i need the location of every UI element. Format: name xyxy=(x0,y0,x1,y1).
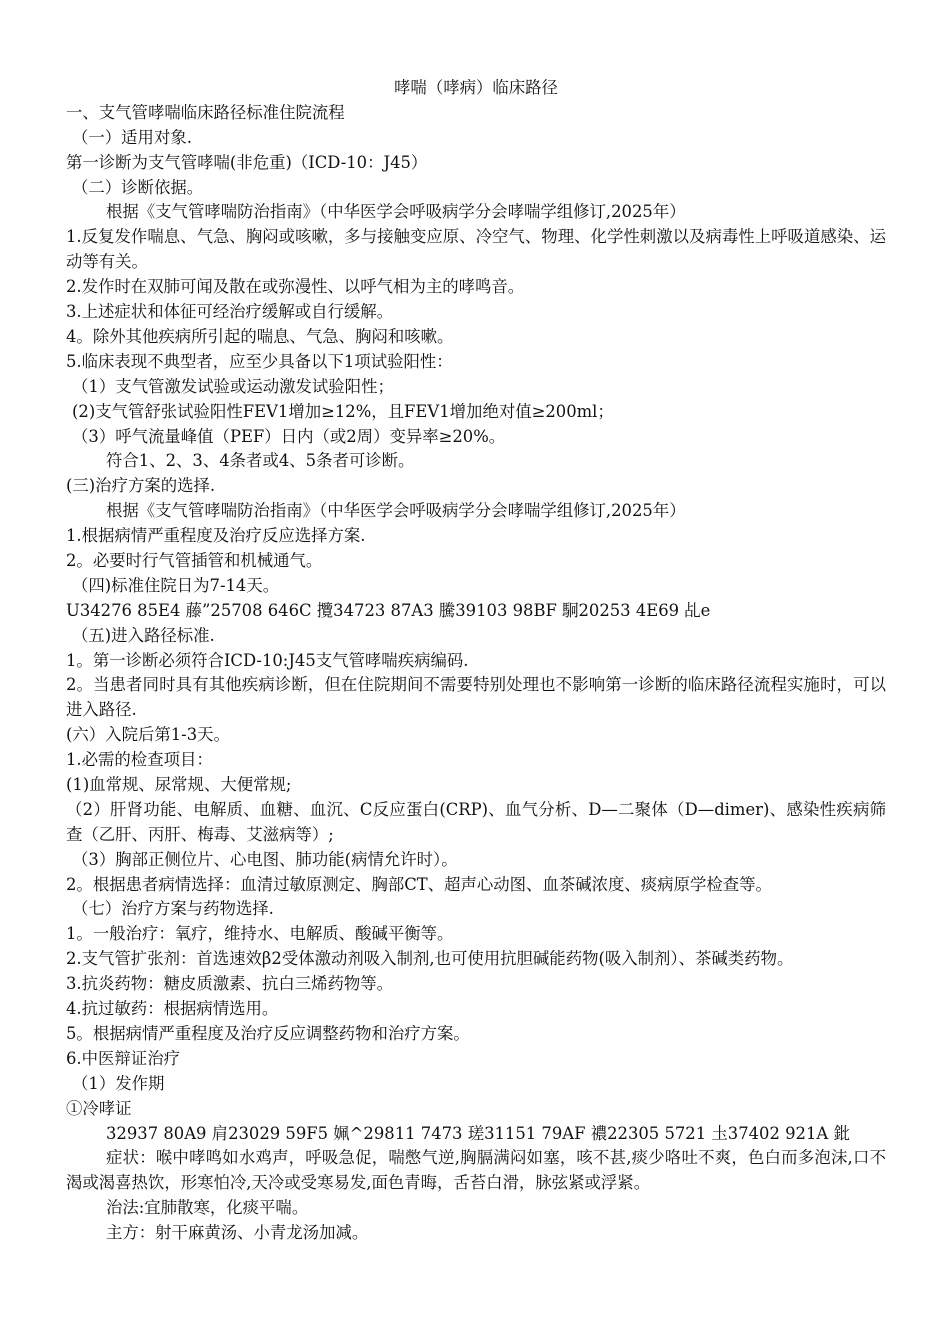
list-item: （1）支气管激发试验或运动激发试验阳性； xyxy=(72,376,394,396)
paragraph: 症状：喉中哮鸣如水鸡声，呼吸急促，喘憋气逆,胸膈满闷如塞，咳不甚,痰少咯吐不爽，色白而多泡沫,口不渴或渴喜热饮，形寒怕冷,天冷或受寒易发,面色青晦，舌苔白滑，脉弦紧或浮紧。 xyxy=(66,1148,886,1193)
paragraph: 2。根据患者病情选择：血清过敏原测定、胸部CT、超声心动图、血茶碱浓度、痰病原学检查等。 xyxy=(66,874,772,894)
document-page xyxy=(66,76,886,1246)
subsection-heading: （1）发作期 xyxy=(72,1073,165,1093)
paragraph: 第一诊断为支气管哮喘(非危重)（ICD-10：J45） xyxy=(66,152,428,172)
paragraph: 主方：射干麻黄汤、小青龙汤加减。 xyxy=(106,1223,369,1243)
section-heading: 一、支气管哮喘临床路径标准住院流程 xyxy=(66,102,345,122)
paragraph: 1.必需的检查项目： xyxy=(66,750,213,770)
paragraph: 1。一般治疗：氧疗，维持水、电解质、酸碱平衡等。 xyxy=(66,924,454,944)
paragraph: 3.上述症状和体征可经治疗缓解或自行缓解。 xyxy=(66,302,394,322)
paragraph: 符合1、2、3、4条者或4、5条者可诊断。 xyxy=(106,451,415,471)
document-title: 哮喘（哮病）临床路径 xyxy=(394,78,558,97)
paragraph: 5.临床表现不典型者，应至少具备以下1项试验阳性： xyxy=(66,351,453,371)
subsection-heading: （七）治疗方案与药物选择. xyxy=(72,899,274,919)
list-item: （3）胸部正侧位片、心电图、肺功能(病情允许时）。 xyxy=(72,849,458,869)
paragraph: 根据《支气管哮喘防治指南》（中华医学会呼吸病学分会哮喘学组修订,2025年） xyxy=(106,202,686,222)
subsection-heading: (三)治疗方案的选择. xyxy=(66,476,216,496)
paragraph: 4。除外其他疾病所引起的喘息、气急、胸闷和咳嗽。 xyxy=(66,326,454,346)
paragraph: 1。第一诊断必须符合ICD-10:J45支气管哮喘疾病编码. xyxy=(66,650,469,670)
paragraph: 32937 80A9 肩23029 59F5 姵^29811 7473 瑳31151 79AF 禯22305 5721 圡37402 921A 鈚 xyxy=(106,1123,850,1143)
paragraph: 6.中医辩证治疗 xyxy=(66,1048,180,1068)
subsection-heading: ①冷哮证 xyxy=(66,1098,132,1118)
list-item: （3）呼气流量峰值（PEF）日内（或2周）变异率≥20%。 xyxy=(72,426,506,446)
paragraph: 治法:宜肺散寒，化痰平喘。 xyxy=(106,1198,309,1218)
subsection-heading: （一）适用对象. xyxy=(72,127,192,147)
subsection-heading: （五)进入路径标准. xyxy=(72,625,215,645)
paragraph: 5。根据病情严重程度及治疗反应调整药物和治疗方案。 xyxy=(66,1023,470,1043)
paragraph: 2。当患者同时具有其他疾病诊断，但在住院期间不需要特别处理也不影响第一诊断的临床路径流程实施时，可以进入路径. xyxy=(66,675,886,720)
paragraph: 4.抗过敏药：根据病情选用。 xyxy=(66,999,279,1019)
subsection-heading: (六）入院后第1-3天。 xyxy=(66,725,230,745)
list-item: (1)血常规、尿常规、大便常规; xyxy=(66,775,292,794)
paragraph: 1.根据病情严重程度及治疗反应选择方案. xyxy=(66,526,366,546)
subsection-heading: （二）诊断依据。 xyxy=(72,177,204,197)
paragraph: 2.发作时在双肺可闻及散在或弥漫性、以呼气相为主的哮鸣音。 xyxy=(66,277,525,297)
list-item: (2)支气管舒张试验阳性FEV1增加≥12%，且FEV1增加绝对值≥200ml； xyxy=(72,401,614,421)
paragraph: 2.支气管扩张剂：首选速效β2受体激动剂吸入制剂,也可使用抗胆碱能药物(吸入制剂）、茶碱类药物。 xyxy=(66,949,794,969)
paragraph: U34276 85E4 藤”25708 646C 攬34723 87A3 騰39103 98BF 駉20253 4E69 乩e xyxy=(66,600,711,620)
list-item: （2）肝肾功能、电解质、血糖、血沉、C反应蛋白(CRP)、血气分析、D—二聚体（D—dimer)、感染性疾病筛查（乙肝、丙肝、梅毒、艾滋病等）; xyxy=(66,799,886,844)
paragraph: 1.反复发作喘息、气急、胸闷或咳嗽，多与接触变应原、冷空气、物理、化学性刺激以及病毒性上呼吸道感染、运动等有关。 xyxy=(66,227,886,272)
subsection-heading: （四)标准住院日为7-14天。 xyxy=(72,575,280,595)
paragraph: 3.抗炎药物：糖皮质激素、抗白三烯药物等。 xyxy=(66,974,394,994)
paragraph: 2。必要时行气管插管和机械通气。 xyxy=(66,550,323,570)
paragraph: 根据《支气管哮喘防治指南》（中华医学会呼吸病学分会哮喘学组修订,2025年） xyxy=(106,501,686,521)
